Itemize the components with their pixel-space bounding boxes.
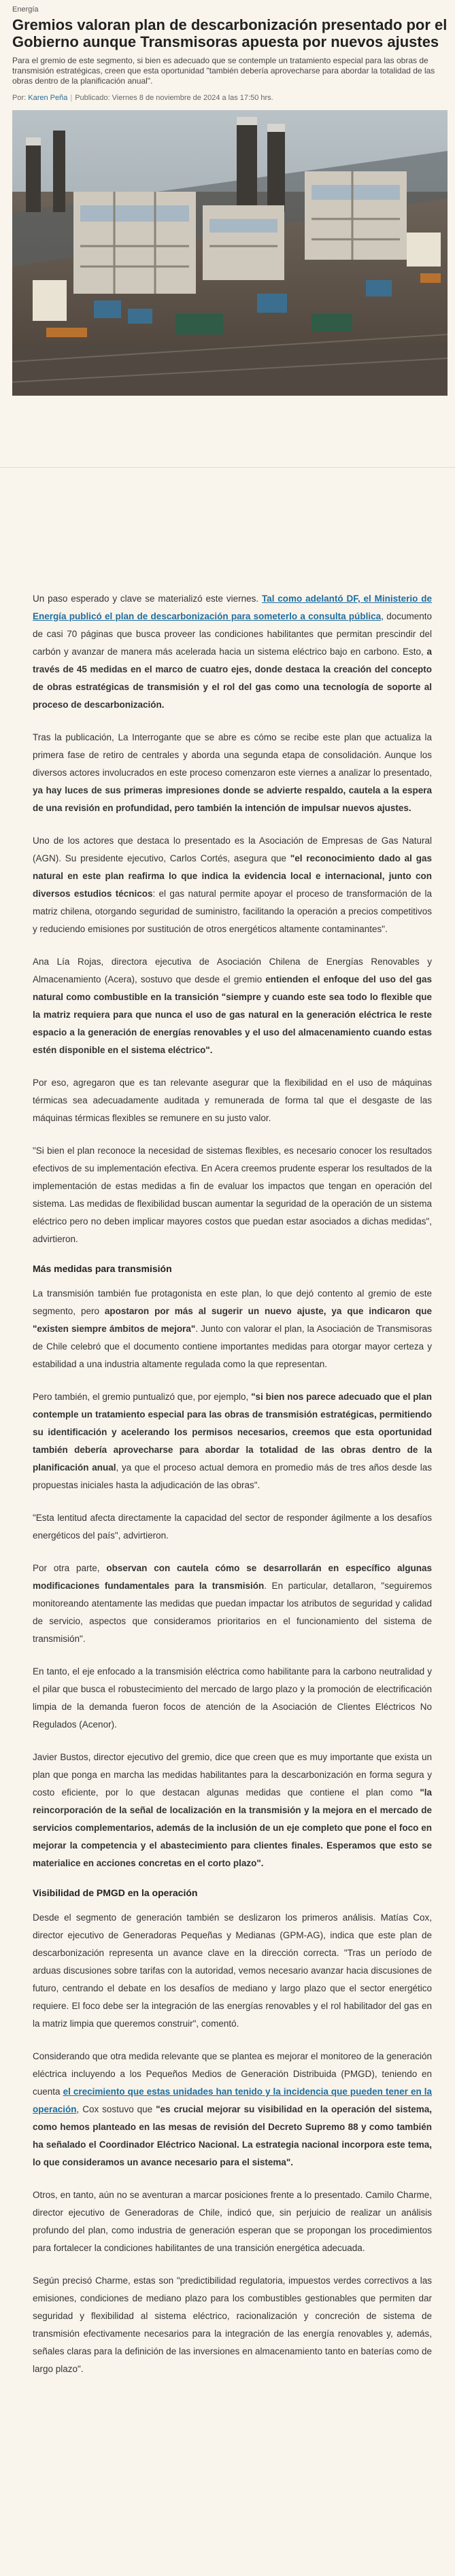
inline-link-pmgd[interactable]: el crecimiento que estas unidades han tenido y la incidencia que pueden tener en la operación (33, 2086, 432, 2114)
article-body (0, 468, 455, 2378)
category-tag[interactable]: Energía (12, 5, 39, 14)
paragraph: Según precisó Charme, estas son "predictibilidad regulatoria, impuestos verdes correctivos a las emisiones, condiciones de mediano plazo para los combustibles gestionables que permiten dar seguridad y flexibilidad al sistema eléctrico, racionalización y concreción de sistema de transmisión efectivamente necesarios para la integración de las energía renovables y, además, señales claras para la definición de las inversiones en almacenamiento tanto en baterías como de largo plazo". (33, 2276, 432, 2374)
paragraph: Desde el segmento de generación también se deslizaron los primeros análisis. Matías Cox, director ejecutivo de Generadoras Pequeñas y Medianas (GPM-AG), indica que este plan de descarbonización representa un avance clave en la dirección correcta. "Tras un período de arduas discusiones sobre tarifas con la autoridad, vemos necesario avanzar hacia discusiones de futuro, centrando el debate en los desafíos de mediano y largo plazo que el sector energético requiere. El foco debe ser la integración de las energías renovables y el rol habilitador del gas en la matriz limpia que queremos construir", comentó. (33, 1912, 432, 2029)
inline-link-df-plan[interactable]: Tal como adelantó DF, el Ministerio de Energía publicó el plan de descarbonización para someterlo a consulta pública (33, 594, 432, 621)
byline (12, 93, 305, 103)
section-heading-pmgd: Visibilidad de PMGD en la operación (33, 1887, 198, 1898)
paragraph: Pero también, el gremio puntualizó que, por ejemplo, "si bien nos parece adecuado que el plan contemple un tratamiento especial para las obras de transmisión estratégicas, permitiendo su identificación y acelerando los permisos necesarios, creemos que esta oportunidad también debería aprovecharse para abordar la totalidad de las obras dentro de la planificación anual, ya que el proceso actual demora en promedio más de tres años desde las propuestas iniciales hasta la adjudicación de las obras". (33, 1392, 433, 1490)
paragraph: "Esta lentitud afecta directamente la capacidad del sector de responder ágilmente a los desafíos energéticos del país", advirtieron. (33, 1513, 432, 1541)
section-heading-transmision: Más medidas para transmisión (33, 1263, 172, 1274)
paragraph: En tanto, el eje enfocado a la transmisión eléctrica como habilitante para la carbono neutralidad y el pilar que busca el robustecimiento del mercado de largo plazo y la promoción de electrificación limpia de la demanda fueron focos de atención de la Asociación de Clientes Eléctricos No Regulados (Acenor). (33, 1666, 432, 1730)
paragraph: Por eso, agregaron que es tan relevante asegurar que la flexibilidad en el uso de máquinas térmicas sea adecuadamente auditada y remunerada de forma tal que el desgaste de las máquinas térmicas flexibles se remunere en su justo valor. (33, 1078, 432, 1123)
article-title: Gremios valoran plan de descarbonización presentado por el Gobierno aunque Transmisoras apuesta por nuevos ajustes (12, 16, 448, 50)
article-photo (12, 110, 448, 396)
article-lede: Para el gremio de este segmento, si bien es adecuado que se contemple un tratamiento especial para las obras de transmisión estratégicas, creen que esta oportunidad "también debería aprovecharse para abordar la totalidad de las obras dentro de la planificación anual". (12, 56, 435, 86)
paragraph: La transmisión también fue protagonista en este plan, lo que dejó contento al gremio de este segmento, pero apostaron por más al sugerir un nuevo ajuste, ya que indicaron que "existen siempre ámbitos de mejora". Junto con valorar el plan, la Asociación de Transmisoras de Chile celebró que el documento contiene importantes medidas para otorgar mayor certeza y estabilidad a una industria altamente regulada como la que representan. (33, 1288, 432, 1369)
paragraph: Un paso esperado y clave se materializó este viernes. Tal como adelantó DF, el Ministerio de Energía publicó el plan de descarbonización para someterlo a consulta pública, documento de casi 70 páginas que busca proveer las condiciones habilitantes que permitan prescindir del carbón y avanzar de manera más acelerada hacia un sistema eléctrico bajo en carbono. Esto, a través de 45 medidas en el marco de cuatro ejes, donde destaca la creación del concepto de obras estratégicas de transmisión y el rol del gas como una tecnología de soporte al proceso de descarbonización. (33, 594, 432, 710)
author-link[interactable]: Karen Peña (28, 94, 68, 102)
paragraph: Por otra parte, observan con cautela cómo se desarrollarán en específico algunas modificaciones fundamentales para la transmisión. En particular, detallaron, "seguiremos monitoreando atentamente las medidas que puedan impactar los atributos de seguridad y calidad de servicio, aspectos que consideramos prioritarios en el funcionamiento del sistema de transmisión". (33, 1563, 432, 1644)
byline-separator: | (70, 94, 73, 102)
paragraph: Uno de los actores que destaca lo presentado es la Asociación de Empresas de Gas Natural (AGN). Su presidente ejecutivo, Carlos Cortés, asegura que "el reconocimiento dado al gas natural en este plan reafirma lo que indica la evidencia local e internacional, junto con diversos estudios técnicos: el gas natural permite apoyar el proceso de transformación de la matriz chilena, otorgando seguridad de suministro, facilitando la operación a precios competitivos y reduciendo emisiones por sustitución de otros energéticos altamente contaminantes". (33, 836, 433, 934)
paragraph: Tras la publicación, La Interrogante que se abre es cómo se recibe este plan que actualiza la primera fase de retiro de centrales y aborda una segunda etapa de consolidación. Aunque los diversos actores involucrados en este proceso comenzaron este viernes a analizar lo presentado, ya hay luces de sus primeras impresiones donde se advierte respaldo, cautela a la espera de una revisión en profundidad, pero también la intención de impulsar nuevos ajustes. (33, 732, 432, 813)
paragraph: "Si bien el plan reconoce la necesidad de sistemas flexibles, es necesario conocer los resultados efectivos de su implementación efectiva. En Acera creemos prudente esperar los resultados de la implementación de estas medidas a fin de evaluar los impactos que tengan en operación del sistema. Las medidas de flexibilidad buscan aumentar la seguridad de la operación de un sistema eléctrico pero no deben implicar mayores costos que puedan estar asociados a dichas medidas", advirtieron. (33, 1146, 432, 1244)
article-header (0, 0, 455, 468)
byline-prefix: Por: (12, 94, 27, 102)
paragraph: Javier Bustos, director ejecutivo del gremio, dice que creen que es muy importante que exista un plan que ponga en marcha las medidas habilitantes para la descarbonización en forma segura y costo eficiente, por lo que destacan algunas medidas que contiene el plan como "la reincorporación de la señal de localización en la transmisión y la mejora en el mercado de servicios complementarios, además de la inclusión de un eje completo que pone el foco en mejorar la competencia y el abastecimiento para clientes finales. Esperamos que esto se materialice en acciones concretas en el corto plazo". (33, 1752, 432, 1868)
paragraph: Ana Lía Rojas, directora ejecutiva de Asociación Chilena de Energías Renovables y Almacenamiento (Acera), sostuvo que desde el gremio entienden el enfoque del uso del gas natural como combustible en la transición "siempre y cuando este sea todo lo flexible que la matriz requiera para que nunca el uso de gas natural en la generación eléctrica le reste espacio a la generación de energías renovables y el uso del almacenamiento cuando estas estén disponible en el sistema eléctrico". (33, 957, 432, 1055)
publish-date: Publicado: Viernes 8 de noviembre de 2024 a las 17:50 hrs. (75, 94, 273, 102)
paragraph: Considerando que otra medida relevante que se plantea es mejorar el monitoreo de la generación eléctrica incluyendo a los Pequeños Medios de Generación Distribuida (PMGD), teniendo en cuenta el crecimiento que estas unidades han tenido y la incidencia que pueden tener en la operación, Cox sostuvo que "es crucial mejorar su visibilidad en la operación del sistema, como hemos planteado en las mesas de revisión del Decreto Supremo 88 y como también ha señalado el Coordinador Eléctrico Nacional. La estrategia nacional incorpora este tema, lo que consideramos un avance necesario para el sistema". (33, 2051, 433, 2167)
paragraph: Otros, en tanto, aún no se aventuran a marcar posiciones frente a lo presentado. Camilo Charme, director ejecutivo de Generadoras de Chile, indicó que, sin perjuicio de realizar un análisis profundo del plan, como industria de generación esperan que se propongan los procedimientos para fortalecer la condiciones habilitantes de una transición energética adecuada. (33, 2190, 432, 2253)
